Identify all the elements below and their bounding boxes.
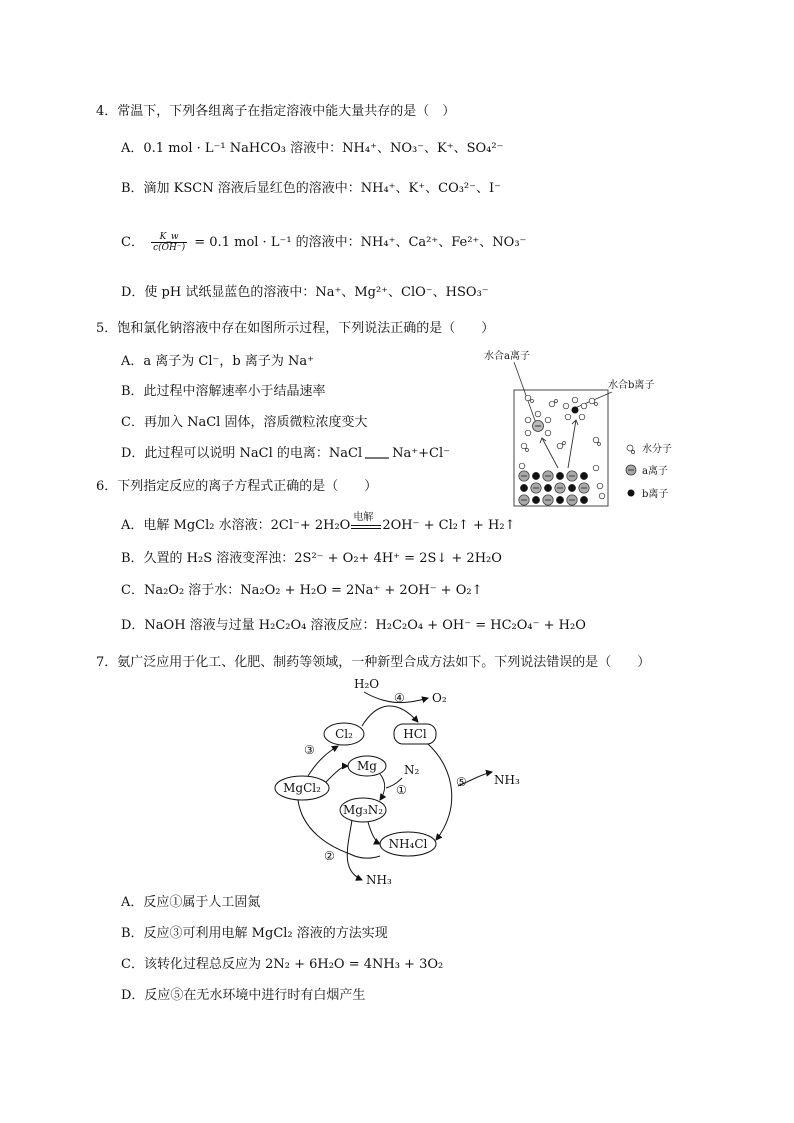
q4-stem: 4．常温下，下列各组离子在指定溶液中能大量共存的是（ ） (96, 104, 456, 119)
label-hcl: HCl (403, 727, 427, 741)
q7-cycle-diagram (268, 670, 528, 890)
label-nh3-bottom: NH₃ (366, 873, 392, 887)
q4-option-c-frac-den: c(OH⁻) (153, 243, 186, 253)
lattice-b-ion (532, 472, 539, 479)
label-nh3-right: NH₃ (494, 773, 520, 787)
lattice-b-ion (520, 484, 527, 491)
q7-option-a[interactable]: A．反应①属于人工固氮 (121, 895, 261, 910)
q6-option-c[interactable]: C．Na₂O₂ 溶于水：Na₂O₂ + H₂O = 2Na⁺ + 2OH⁻ + O₂↑ (121, 583, 483, 598)
label-step2: ② (324, 849, 335, 863)
q5-option-d-prefix: D．此过程可以说明 NaCl 的电离：NaCl (121, 446, 363, 461)
label-nh4cl: NH₄Cl (388, 837, 428, 851)
label-mg: Mg (357, 759, 377, 773)
q4-option-b[interactable]: B．滴加 KSCN 溶液后显红色的溶液中：NH₄⁺、K⁺、CO₃²⁻、I⁻ (121, 181, 502, 196)
label-mgcl2: MgCl₂ (283, 781, 321, 795)
label-o2: O₂ (432, 691, 447, 705)
q4-option-d[interactable]: D．使 pH 试纸显蓝色的溶液中：Na⁺、Mg²⁺、ClO⁻、HSO₃⁻ (121, 285, 489, 300)
lattice-b-ion (580, 472, 587, 479)
label-step4: ④ (394, 691, 405, 705)
lattice-b-ion (556, 472, 563, 479)
figure-legend (626, 442, 672, 500)
q5-option-d[interactable] (121, 445, 450, 463)
q5-option-d-suffix: Na⁺+Cl⁻ (392, 446, 451, 461)
q5-option-c[interactable]: C．再加入 NaCl 固体，溶质微粒浓度变大 (121, 415, 368, 430)
q4-option-c[interactable] (121, 232, 526, 253)
q6-option-a-prefix: A．电解 MgCl₂ 水溶液：2Cl⁻+ 2H₂O (121, 518, 351, 533)
nacl-crystal (519, 471, 589, 505)
label-mg3n2: Mg₃N₂ (342, 803, 384, 817)
q7-option-d[interactable]: D．反应⑤在无水环境中进行时有白烟产生 (121, 988, 366, 1003)
lattice-b-ion (532, 496, 539, 503)
electrolysis-condition: 电解 (351, 517, 381, 535)
arrow-mgcl2-to-mg (326, 766, 348, 782)
lattice-b-ion (568, 484, 575, 491)
label-step1: ① (396, 783, 407, 797)
arrow-hcl-to-nh4cl (428, 744, 452, 840)
legend-b: b离子 (642, 489, 669, 500)
arrow-mg3n2-to-nh4cl (368, 822, 380, 844)
q5-option-a[interactable]: A．a 离子为 Cl⁻，b 离子为 Na⁺ (121, 354, 314, 369)
label-step3: ③ (304, 743, 315, 757)
q6-option-b[interactable]: B．久置的 H₂S 溶液变浑浊：2S²⁻ + O₂+ 4H⁺ = 2S↓ + 2H₂O (121, 551, 502, 566)
label-hydrated-b: 水合b离子 (608, 380, 655, 391)
q5-figure (480, 346, 690, 511)
legend-a: a离子 (642, 466, 668, 477)
label-hydrated-a: 水合a离子 (484, 351, 530, 362)
q4-option-c-fraction (151, 232, 187, 253)
q4-option-a[interactable]: A．0.1 mol · L⁻¹ NaHCO₃ 溶液中：NH₄⁺、NO₃⁻、K⁺、SO₄²⁻ (121, 141, 504, 156)
hydrated-b-ion (563, 397, 587, 420)
arrow-mg-to-mg3n2 (380, 774, 385, 800)
arrow-to-nh3-bottom (347, 820, 362, 880)
label-h2o: H₂O (354, 677, 380, 691)
q6-option-a-suffix: 2OH⁻ + Cl₂↑ + H₂↑ (382, 518, 516, 533)
lattice-b-ion (544, 484, 551, 491)
arrow-cl2-to-hcl (362, 706, 418, 726)
q5-option-b[interactable]: B．此过程中溶解速率小于结晶速率 (121, 384, 326, 399)
label-step5: ⑤ (456, 775, 467, 789)
q4-option-c-prefix: C． (121, 235, 144, 250)
q4-option-c-rest: = 0.1 mol · L⁻¹ 的溶液中：NH₄⁺、Ca²⁺、Fe²⁺、NO₃⁻ (194, 235, 527, 250)
q5-stem: 5．饱和氯化钠溶液中存在如图所示过程，下列说法正确的是（ ） (96, 321, 495, 336)
q7-option-b[interactable]: B．反应③可利用电解 MgCl₂ 溶液的方法实现 (121, 926, 388, 941)
q6-option-d[interactable]: D．NaOH 溶液与过量 H₂C₂O₄ 溶液反应：H₂C₂O₄ + OH⁻ = HC₂O₄⁻ + H₂O (121, 618, 586, 633)
q4-option-c-frac-num: K_w (151, 232, 187, 243)
label-n2: N₂ (404, 763, 420, 777)
q6-option-a[interactable] (121, 512, 516, 535)
hydrated-a-ion (525, 411, 551, 436)
q7-stem: 7．氨广泛应用于化工、化肥、制药等领域，一种新型合成方法如下。下列说法错误的是（ ） (96, 655, 651, 670)
lattice-b-ion (580, 496, 587, 503)
legend-water: 水分子 (642, 444, 672, 455)
equilibrium-arrow-icon (364, 450, 390, 458)
lattice-b-ion (556, 496, 563, 503)
label-cl2: Cl₂ (335, 727, 353, 741)
q6-stem: 6．下列指定反应的离子方程式正确的是（ ） (96, 479, 378, 494)
q7-option-c[interactable]: C．该转化过程总反应为 2N₂ + 6H₂O = 4NH₃ + 3O₂ (121, 957, 444, 972)
